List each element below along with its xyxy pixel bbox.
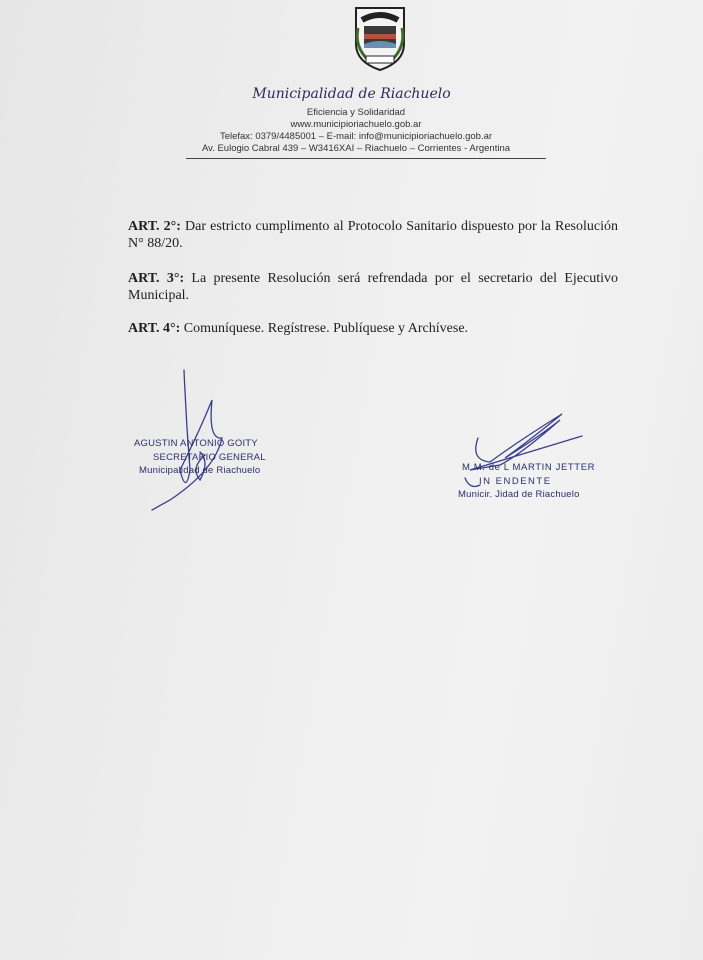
signature-1-name: AGUSTIN ANTONIO GOITY (134, 438, 258, 449)
municipal-seal-logo (350, 4, 410, 72)
signature-2-name: M.M. de L MARTIN JETTER (462, 462, 596, 473)
article-2-text: Dar estricto cumplimento al Protocolo Sanitario dispuesto por la Resolución N° 88/20. (128, 219, 618, 251)
header-divider (186, 158, 546, 159)
signature-1-title: SECRETARIO GENERAL (153, 452, 266, 463)
website: www.municipioriachuelo.gob.ar (290, 119, 422, 130)
article-4-label: ART. 4°: (128, 321, 181, 336)
signature-2-org: Municir. Jidad de Riachuelo (458, 489, 580, 500)
municipality-name: Municipalidad de Riachuelo (252, 86, 451, 102)
signature-1-org: Municipalidad de Riachuelo (139, 465, 261, 476)
signature-2-title: IN ENDENTE (479, 476, 552, 487)
motto: Eficiencia y Solidaridad (306, 107, 406, 118)
article-4 (128, 320, 618, 337)
article-2-label: ART. 2°: (128, 219, 181, 234)
article-3-label: ART. 3°: (128, 271, 185, 286)
contact-line: Telefax: 0379/4485001 – E-mail: info@municipioriachuelo.gob.ar (219, 131, 493, 142)
article-3 (128, 270, 618, 304)
article-2 (128, 218, 618, 252)
article-4-text: Comuníquese. Regístrese. Publíquese y Archívese. (180, 321, 469, 336)
address-line: Av. Eulogio Cabral 439 – W3416XAI – Riachuelo – Corrientes - Argentina (201, 143, 511, 154)
article-3-text: La presente Resolución será refrendada por el secretario del Ejecutivo Municipal. (128, 271, 618, 303)
